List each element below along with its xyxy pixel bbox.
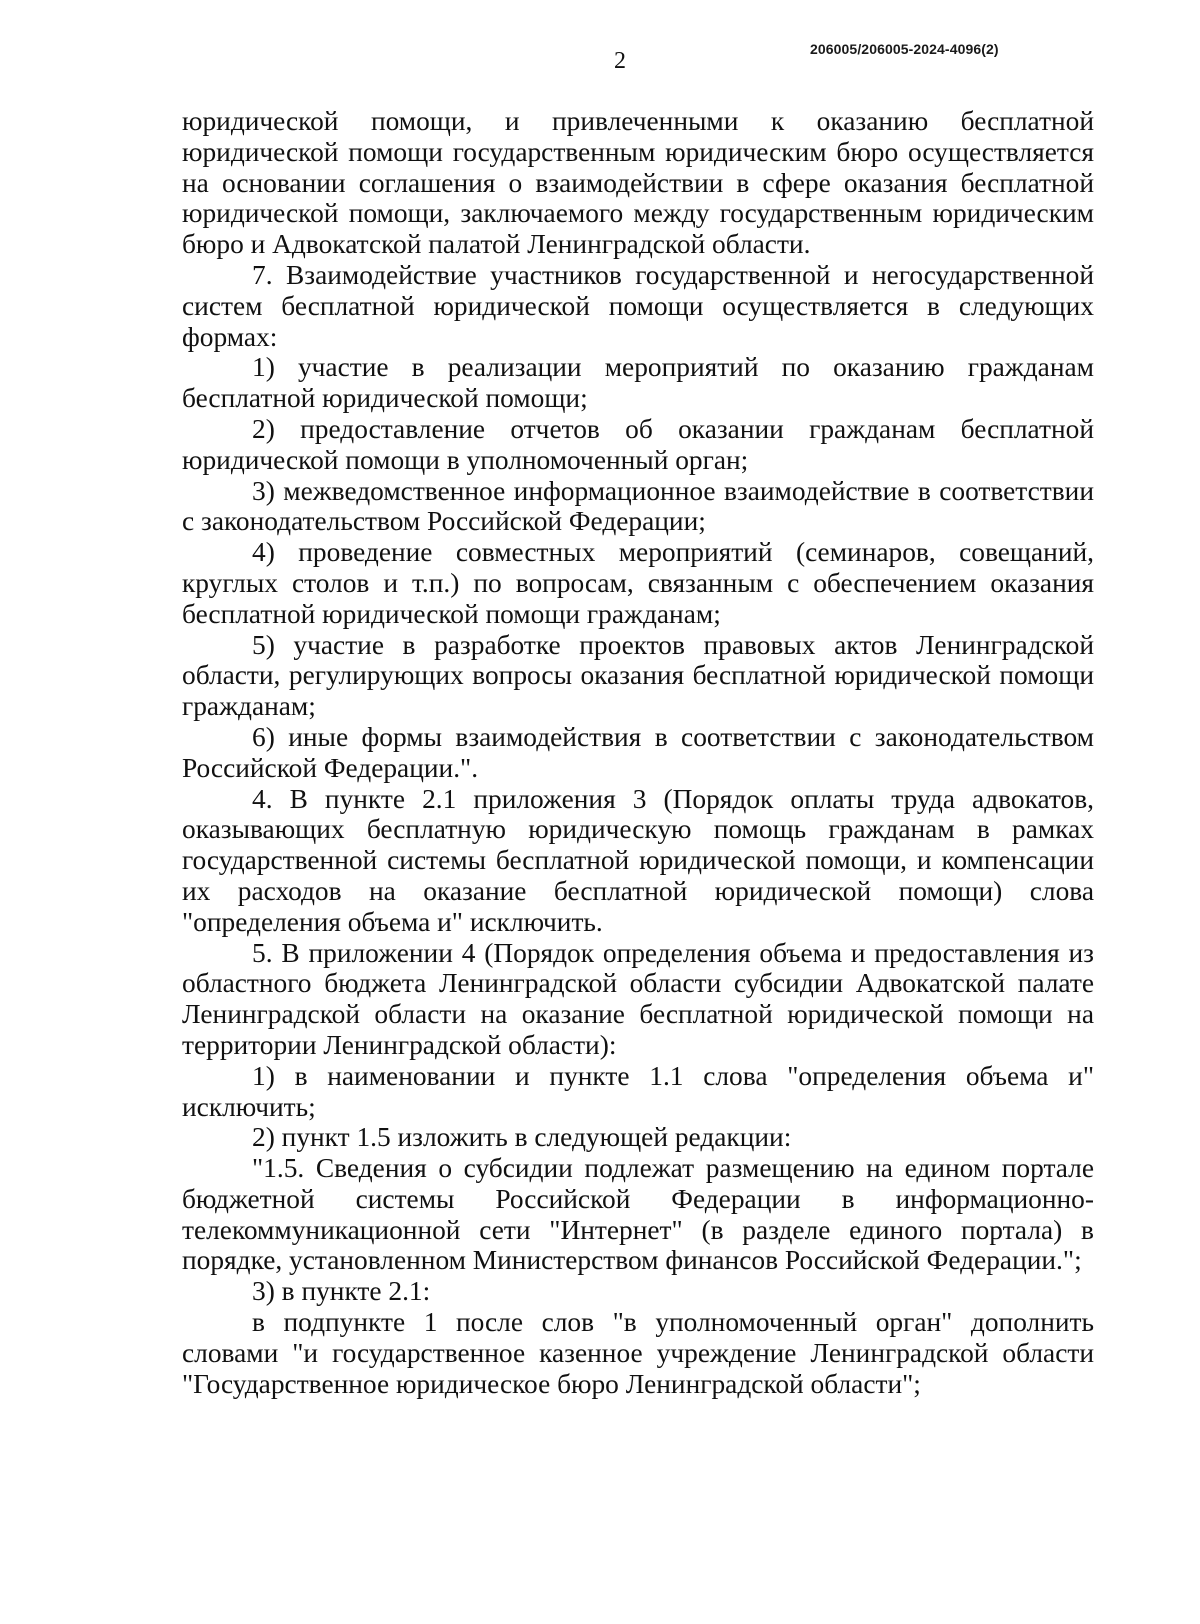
paragraph: "1.5. Сведения о субсидии подлежат размещению на едином портале бюджетной системы Российской Федерации в информационно-телекоммуникационной сети "Интернет" (в разделе единого портала) в порядке, установленном Министерством финансов Российской Федерации.";: [182, 1153, 1094, 1276]
paragraph: 2) пункт 1.5 изложить в следующей редакции:: [252, 1122, 792, 1153]
paragraph: 4) проведение совместных мероприятий (семинаров, совещаний, круглых столов и т.п.) по вопросам, связанным с обеспечением оказания бесплатной юридической помощи гражданам;: [182, 537, 1094, 629]
paragraph: 2) предоставление отчетов об оказании гражданам бесплатной юридической помощи в уполномоченный орган;: [182, 413, 1094, 475]
page-number: 2: [614, 48, 626, 74]
paragraph: в подпункте 1 после слов "в уполномоченный орган" дополнить словами "и государственное казенное учреждение Ленинградской области "Государственное юридическое бюро Ленинградской области";: [182, 1307, 1094, 1399]
paragraph: юридической помощи, и привлеченными к оказанию бесплатной юридической помощи государственным юридическим бюро осуществляется на основании соглашения о взаимодействии в сфере оказания бесплатной юридической помощи, заключаемого между государственным юридическим бюро и Адвокатской палатой Ленинградской области.: [182, 106, 1094, 260]
paragraph: 1) в наименовании и пункте 1.1 слова "определения объема и" исключить;: [182, 1060, 1094, 1122]
paragraph: 4. В пункте 2.1 приложения 3 (Порядок оплаты труда адвокатов, оказывающих бесплатную юридическую помощь гражданам в рамках государственной системы бесплатной юридической помощи, и компенсации их расходов на оказание бесплатной юридической помощи) слова "определения объема и" исключить.: [182, 783, 1094, 937]
paragraph: 1) участие в реализации мероприятий по оказанию гражданам бесплатной юридической помощи;: [182, 352, 1094, 414]
paragraph: 5) участие в разработке проектов правовых актов Ленинградской области, регулирующих вопросы оказания бесплатной юридической помощи гражданам;: [182, 629, 1094, 722]
paragraph: 3) межведомственное информационное взаимодействие в соответствии с законодательством Российской Федерации;: [182, 475, 1094, 537]
paragraph: 6) иные формы взаимодействия в соответствии с законодательством Российской Федерации.".: [182, 721, 1094, 783]
paragraph: 5. В приложении 4 (Порядок определения объема и предоставления из областного бюджета Ленинградской области субсидии Адвокатской палате Ленинградской области на оказание бесплатной юридической помощи на территории Ленинградской области):: [182, 937, 1094, 1060]
document-body: [182, 106, 1094, 1399]
document-id: 206005/206005-2024-4096(2): [810, 41, 999, 57]
paragraph: 7. Взаимодействие участников государственной и негосударственной систем бесплатной юридической помощи осуществляется в следующих формах:: [182, 259, 1094, 352]
paragraph: 3) в пункте 2.1:: [252, 1276, 431, 1307]
